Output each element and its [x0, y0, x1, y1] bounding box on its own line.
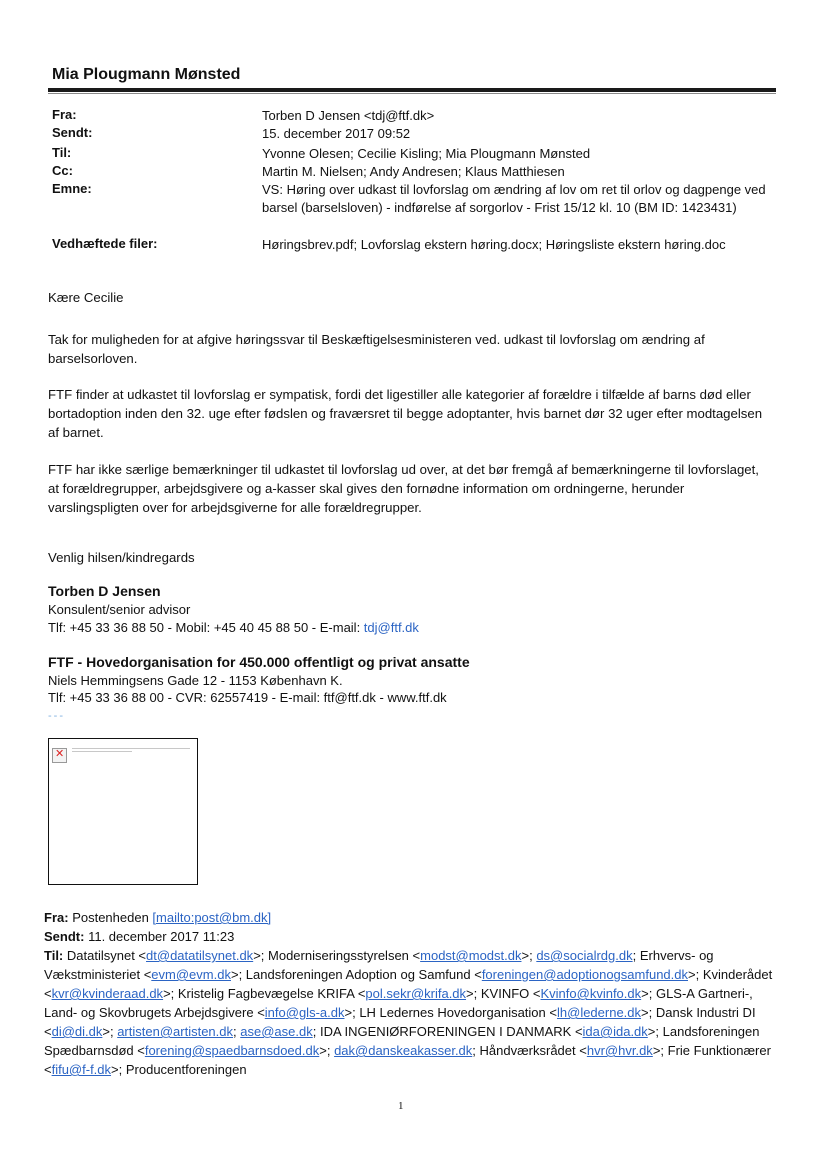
recipient-name: Landsforeningen Spædbarnsdød	[44, 1024, 760, 1058]
header-value-sent: 15. december 2017 09:52	[262, 126, 411, 141]
recipient-name: Håndværksrådet	[479, 1043, 576, 1058]
recipient-email-link[interactable]: dt@datatilsynet.dk	[146, 948, 254, 963]
closing: Venlig hilsen/kindregards	[48, 550, 195, 565]
recipient-item: artisten@artisten.dk;	[117, 1024, 241, 1039]
recipient-item: KVINFO <Kvinfo@kvinfo.dk>;	[480, 986, 656, 1001]
signature-phone: Tlf: +45 33 36 88 50 - Mobil: +45 40 45 88 50 - E-mail: tdj@ftf.dk	[48, 620, 419, 635]
recipient-email-link[interactable]: pol.sekr@krifa.dk	[365, 986, 467, 1001]
recipient-name: LH Ledernes Hovedorganisation	[359, 1005, 546, 1020]
recipient-item: Frie Funktionærer <fifu@f-f.dk>;	[44, 1043, 771, 1077]
recipient-item: IDA INGENIØRFORENINGEN I DANMARK <ida@ida.dk>;	[319, 1024, 663, 1039]
signature-name: Torben D Jensen	[48, 583, 161, 599]
recipient-email-link[interactable]: Kvinfo@kvinfo.dk	[540, 986, 642, 1001]
recipient-name: Kvinderådet	[702, 967, 773, 982]
recipient-name: GLS-A Gartneri-, Land- og Skovbrugets Arbejdsgivere	[44, 986, 753, 1020]
forwarded-mailto-link[interactable]: [mailto:post@bm.dk]	[152, 910, 272, 925]
recipient-item: GLS-A Gartneri-, Land- og Skovbrugets Arbejdsgivere <info@gls-a.dk>;	[44, 986, 753, 1020]
recipient-email-link[interactable]: fifu@f-f.dk	[51, 1062, 112, 1077]
header-value-subject: VS: Høring over udkast til lovforslag om ændring af lov om ret til orlov og dagpenge ved barsel (barselsloven) - indførelse af sorgorlov - Frist 15/12 kl. 10 (BM ID: 1423431)	[262, 182, 766, 215]
recipient-name: Frie Funktionærer	[667, 1043, 771, 1058]
recipient-item: Kristelig Fagbevægelse KRIFA <pol.sekr@krifa.dk>;	[177, 986, 481, 1001]
paragraph-2: FTF finder at udkastet til lovforslag er sympatisk, fordi det ligestiller alle kategorier af forældre i tilfælde af barns død eller bortadoption inden den 32. uge efter fødslen og fraværsret til begge adoptanter, hvis barnet dør 32 uger efter modtagelsen af barnet.	[48, 387, 763, 440]
signature-org: FTF - Hovedorganisation for 450.000 offentligt og privat ansatte	[48, 654, 470, 670]
recipient-name: Dansk Industri DI	[655, 1005, 756, 1020]
signature-title: Konsulent/senior advisor	[48, 602, 191, 617]
image-alt-text	[72, 748, 190, 749]
recipient-email-link[interactable]: di@di.dk	[51, 1024, 103, 1039]
paragraph-3: FTF har ikke særlige bemærkninger til udkastet til lovforslag ud over, at det bør fremgå af bemærkningerne til lovforslaget, at forældregrupper, arbejdsgivere og a-kasser skal gives den fornødne information om ordningerne, herunder varslingspligten over for arbejdsgiverne for alle forældregrupper.	[48, 462, 759, 515]
forwarded-message	[44, 908, 774, 1079]
header-value-to: Yvonne Olesen; Cecilie Kisling; Mia Plougmann Mønsted	[262, 146, 591, 161]
recipient-name: KVINFO	[480, 986, 530, 1001]
recipient-email-link[interactable]: lh@lederne.dk	[557, 1005, 642, 1020]
header-label-cc: Cc:	[52, 163, 73, 178]
heading-rule-thin	[48, 93, 776, 94]
recipient-email-link[interactable]: ds@socialrdg.dk	[536, 948, 633, 963]
recipient-name: Datatilsynet	[66, 948, 135, 963]
embedded-image-frame	[48, 738, 198, 885]
recipient-item: Håndværksrådet <hvr@hvr.dk>;	[479, 1043, 668, 1058]
recipient-name: Kristelig Fagbevægelse KRIFA	[177, 986, 355, 1001]
recipient-item: Dansk Industri DI <di@di.dk>;	[44, 1005, 756, 1039]
header-value-attachments: Høringsbrev.pdf; Lovforslag ekstern høring.docx; Høringsliste ekstern høring.doc	[262, 237, 726, 252]
recipient-email-link[interactable]: artisten@artisten.dk	[117, 1024, 234, 1039]
page-number: 1	[398, 1100, 404, 1112]
greeting: Kære Cecilie	[48, 290, 124, 305]
recipient-email-link[interactable]: foreningen@adoptionogsamfund.dk	[481, 967, 688, 982]
recipient-name: IDA INGENIØRFORENINGEN I DANMARK	[319, 1024, 572, 1039]
recipient-email-link[interactable]: forening@spaedbarnsdoed.dk	[144, 1043, 320, 1058]
signature-address: Niels Hemmingsens Gade 12 - 1153 København K.	[48, 673, 343, 688]
heading-rule	[48, 88, 776, 92]
header-label-attachments: Vedhæftede filer:	[52, 236, 158, 251]
recipient-name: Moderniseringsstyrelsen	[268, 948, 409, 963]
signature-email-link[interactable]: tdj@ftf.dk	[363, 620, 419, 635]
recipient-item: Landsforeningen Adoption og Samfund <foreningen@adoptionogsamfund.dk>;	[245, 967, 703, 982]
header-label-to: Til:	[52, 145, 72, 160]
recipient-email-link[interactable]: kvr@kvinderaad.dk	[51, 986, 164, 1001]
broken-image-icon: ✕	[52, 748, 67, 763]
recipient-email-link[interactable]: ida@ida.dk	[582, 1024, 648, 1039]
recipient-item: Erhvervs- og Vækstministeriet <evm@evm.dk>;	[44, 948, 714, 982]
recipient-name: Erhvervs- og Vækstministeriet	[44, 948, 714, 982]
recipient-item: Landsforeningen Spædbarnsdød <forening@spaedbarnsdoed.dk>;	[44, 1024, 760, 1058]
signature-divider: ---	[48, 710, 65, 722]
recipient-email-link[interactable]: info@gls-a.dk	[264, 1005, 345, 1020]
recipient-item: dak@danskeakasser.dk;	[334, 1043, 480, 1058]
recipient-item: Kvinderådet <kvr@kvinderaad.dk>;	[44, 967, 773, 1001]
recipient-item: ds@socialrdg.dk;	[536, 948, 640, 963]
recipient-item: ase@ase.dk;	[240, 1024, 320, 1039]
recipient-name: Landsforeningen Adoption og Samfund	[245, 967, 471, 982]
forwarded-recipients: Til: Datatilsynet <dt@datatilsynet.dk>; Moderniseringsstyrelsen <modst@modst.dk>; ds@socialrdg.dk; Erhvervs- og Vækstministeriet <evm@evm.dk>; Landsforeningen Adoption og Samfund <foreningen@adoptionogsamfund.dk>; Kvinderådet <kvr@kvinderaad.dk>; Kristelig Fagbevægelse KRIFA <pol.sekr@krifa.dk>; KVINFO <Kvinfo@kvinfo.dk>; GLS-A Gartneri-, Land- og Skovbrugets Arbejdsgivere <info@gls-a.dk>; LH Ledernes Hovedorganisation <lh@lederne.dk>; Dansk Industri DI <di@di.dk>; artisten@artisten.dk; ase@ase.dk; IDA INGENIØRFORENINGEN I DANMARK <ida@ida.dk>; Landsforeningen Spædbarnsdød <forening@spaedbarnsdoed.dk>; dak@danskeakasser.dk; Håndværksrådet <hvr@hvr.dk>; Frie Funktionærer <fifu@f-f.dk>; Producentforeningen	[44, 948, 773, 1077]
recipient-email-link[interactable]: dak@danskeakasser.dk	[334, 1043, 473, 1058]
paragraph-1: Tak for muligheden for at afgive høringssvar til Beskæftigelsesministeren ved. udkast til lovforslag om ændring af barselsorloven.	[48, 332, 705, 366]
recipient-item: Datatilsynet <dt@datatilsynet.dk>;	[66, 948, 269, 963]
forwarded-from: Fra: Postenheden [mailto:post@bm.dk]	[44, 910, 272, 925]
header-label-from: Fra:	[52, 107, 77, 122]
header-label-sent: Sendt:	[52, 125, 93, 140]
image-alt-text-line	[72, 751, 132, 752]
recipient-tail: Producentforeningen	[125, 1062, 247, 1077]
header-label-subject: Emne:	[52, 181, 92, 196]
forwarded-sent: Sendt: 11. december 2017 11:23	[44, 929, 235, 944]
sender-heading: Mia Plougmann Mønsted	[52, 66, 241, 83]
recipient-email-link[interactable]: ase@ase.dk	[240, 1024, 313, 1039]
recipient-email-link[interactable]: evm@evm.dk	[151, 967, 231, 982]
header-value-from: Torben D Jensen <tdj@ftf.dk>	[262, 108, 435, 123]
recipient-item: LH Ledernes Hovedorganisation <lh@lederne.dk>;	[359, 1005, 656, 1020]
header-value-cc: Martin M. Nielsen; Andy Andresen; Klaus Matthiesen	[262, 164, 565, 179]
recipient-item: Moderniseringsstyrelsen <modst@modst.dk>;	[268, 948, 537, 963]
recipient-email-link[interactable]: hvr@hvr.dk	[586, 1043, 653, 1058]
signature-org-contact: Tlf: +45 33 36 88 00 - CVR: 62557419 - E-mail: ftf@ftf.dk - www.ftf.dk	[48, 690, 447, 705]
recipient-email-link[interactable]: modst@modst.dk	[420, 948, 522, 963]
